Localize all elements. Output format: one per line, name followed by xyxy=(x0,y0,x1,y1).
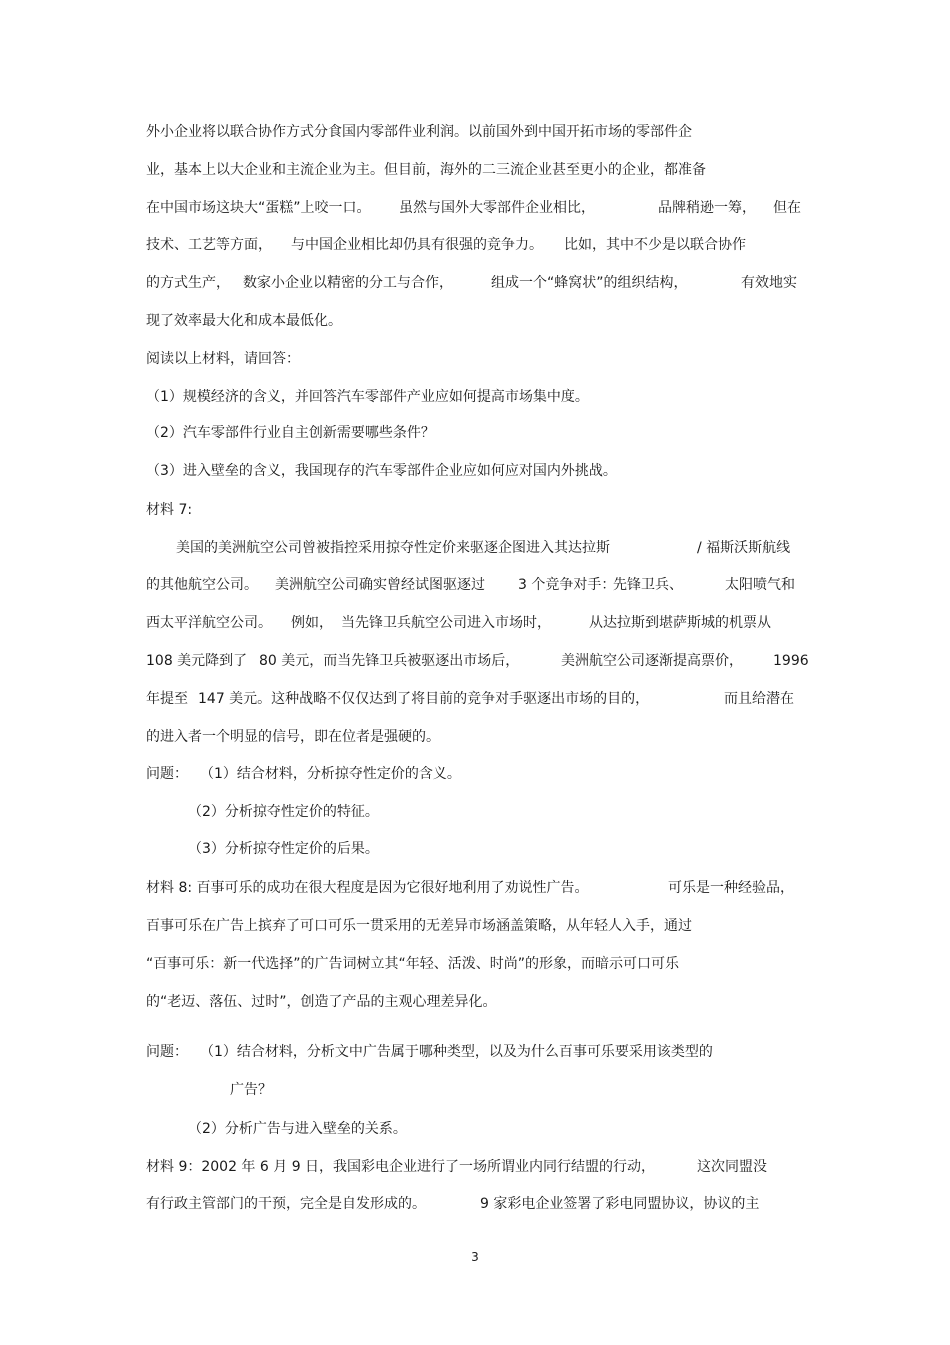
text-segment: 108 美元降到了 xyxy=(146,653,248,669)
text-segment: 组成一个“蜂窝状”的组织结构， xyxy=(491,275,688,291)
text-line xyxy=(0,1193,950,1215)
text-segment: （2）汽车零部件行业自主创新需要哪些条件？ xyxy=(146,425,435,441)
text-segment: 从达拉斯到堪萨斯城的机票从 xyxy=(589,615,771,631)
text-segment: 现了效率最大化和成本最低化。 xyxy=(146,313,342,329)
text-line xyxy=(0,272,950,294)
text-segment: 太阳喷气和 xyxy=(725,577,795,593)
text-line xyxy=(0,574,950,596)
text-line xyxy=(0,537,950,559)
text-segment: （3）分析掠夺性定价的后果。 xyxy=(188,841,379,857)
text-line xyxy=(0,915,950,937)
text-segment: 广告？ xyxy=(230,1082,272,1098)
text-segment: 材料 7: xyxy=(146,502,193,518)
text-segment: 的“老迈、落伍、过时”，创造了产品的主观心理差异化。 xyxy=(146,994,497,1010)
text-line xyxy=(0,348,950,370)
text-segment: 虽然与国外大零部件企业相比， xyxy=(399,200,595,216)
text-segment: （2）分析广告与进入壁垒的关系。 xyxy=(188,1121,407,1137)
text-segment: 这次同盟没 xyxy=(697,1159,767,1175)
text-line xyxy=(0,838,950,860)
text-segment: （3）进入壁垒的含义，我国现存的汽车零部件企业应如何应对国内外挑战。 xyxy=(146,463,617,479)
text-segment: 的方式生产， xyxy=(146,275,230,291)
text-segment: 与中国企业相比却仍具有很强的竞争力。 xyxy=(291,237,543,253)
text-segment: 美洲航空公司逐渐提高票价， xyxy=(561,653,743,669)
text-segment: （1）结合材料，分析掠夺性定价的含义。 xyxy=(200,766,461,782)
text-line xyxy=(0,877,950,899)
text-segment: 80 美元，而当先锋卫兵被驱逐出市场后， xyxy=(259,653,520,669)
text-line xyxy=(0,1041,950,1063)
text-line xyxy=(0,612,950,634)
text-segment: 百事可乐在广告上摈弃了可口可乐一贯采用的无差异市场涵盖策略，从年轻人入手，通过 xyxy=(146,918,692,934)
text-segment: 外小企业将以联合协作方式分食国内零部件业利润。以前国外到中国开拓市场的零部件企 xyxy=(146,124,692,140)
text-segment: 有行政主管部门的干预，完全是自发形成的。 xyxy=(146,1196,426,1212)
text-line xyxy=(0,159,950,181)
text-segment: 材料 8: 百事可乐的成功在很大程度是因为它很好地利用了劝说性广告。 xyxy=(146,880,589,896)
text-segment: 美国的美洲航空公司曾被指控采用掠夺性定价来驱逐企图进入其达拉斯 xyxy=(176,540,610,556)
text-line xyxy=(0,386,950,408)
text-segment: / 福斯沃斯航线 xyxy=(697,540,791,556)
text-segment: 问题： xyxy=(146,1044,188,1060)
text-line xyxy=(0,991,950,1013)
text-line xyxy=(0,1079,950,1101)
text-segment: 例如， xyxy=(291,615,333,631)
text-segment: 1996 xyxy=(773,653,809,669)
text-segment: 当先锋卫兵航空公司进入市场时， xyxy=(341,615,551,631)
text-segment: （2）分析掠夺性定价的特征。 xyxy=(188,804,379,820)
text-segment: 但在 xyxy=(773,200,801,216)
text-line xyxy=(0,460,950,482)
text-segment: 先锋卫兵、 xyxy=(613,577,683,593)
text-segment: 的其他航空公司。 xyxy=(146,577,258,593)
page-number: 3 xyxy=(471,1250,479,1264)
text-segment: 业，基本上以大企业和主流企业为主。但目前，海外的二三流企业甚至更小的企业，都准备 xyxy=(146,162,706,178)
text-line xyxy=(0,422,950,444)
text-segment: （1）规模经济的含义，并回答汽车零部件产业应如何提高市场集中度。 xyxy=(146,389,589,405)
text-segment: 的进入者一个明显的信号，即在位者是强硬的。 xyxy=(146,729,440,745)
text-segment: 9 家彩电企业签署了彩电同盟协议，协议的主 xyxy=(480,1196,760,1212)
text-segment: 技术、工艺等方面， xyxy=(146,237,272,253)
text-line xyxy=(0,763,950,785)
text-segment: 数家小企业以精密的分工与合作， xyxy=(243,275,453,291)
text-line xyxy=(0,121,950,143)
text-line xyxy=(0,688,950,710)
text-segment: 西太平洋航空公司。 xyxy=(146,615,272,631)
text-line xyxy=(0,197,950,219)
text-segment: 年提至 xyxy=(146,691,188,707)
text-segment: 阅读以上材料，请回答： xyxy=(146,351,300,367)
text-segment: 比如，其中不少是以联合协作 xyxy=(564,237,746,253)
text-line xyxy=(0,234,950,256)
text-line xyxy=(0,1118,950,1140)
text-line xyxy=(0,310,950,332)
text-line xyxy=(0,1156,950,1178)
text-segment: 147 美元。这种战略不仅仅达到了将目前的竞争对手驱逐出市场的目的， xyxy=(198,691,650,707)
text-line xyxy=(0,650,950,672)
text-segment: 有效地实 xyxy=(741,275,797,291)
text-segment: （1）结合材料，分析文中广告属于哪种类型，以及为什么百事可乐要采用该类型的 xyxy=(200,1044,713,1060)
text-line xyxy=(0,801,950,823)
text-line xyxy=(0,499,950,521)
text-segment: 问题： xyxy=(146,766,188,782)
text-segment: 美洲航空公司确实曾经试图驱逐过 xyxy=(275,577,485,593)
text-segment: 品牌稍逊一筹， xyxy=(658,200,756,216)
text-segment: 材料 9：2002 年 6 月 9 日，我国彩电企业进行了一场所谓业内同行结盟的行动， xyxy=(146,1159,656,1175)
text-segment: 在中国市场这块大“蛋糕”上咬一口。 xyxy=(146,200,371,216)
text-segment: 可乐是一种经验品， xyxy=(668,880,794,896)
text-segment: 而且给潜在 xyxy=(724,691,794,707)
text-segment: 3 个竞争对手： xyxy=(518,577,616,593)
text-line xyxy=(0,726,950,748)
text-line xyxy=(0,953,950,975)
text-segment: “百事可乐：新一代选择”的广告词树立其“年轻、活泼、时尚”的形象，而暗示可口可乐 xyxy=(146,956,680,972)
